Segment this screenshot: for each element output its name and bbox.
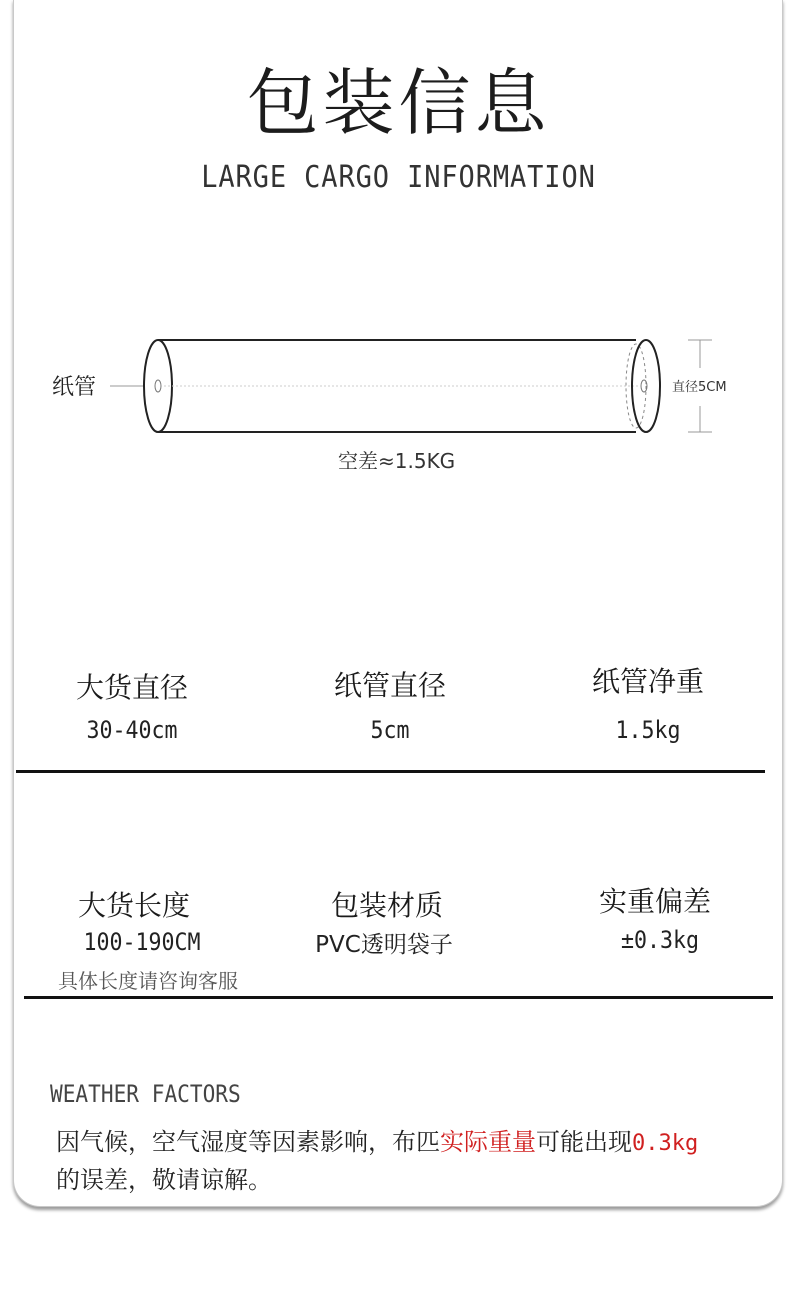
weather-factors-text (56, 1124, 736, 1198)
tube-diameter-label: 纸管直径 (333, 669, 446, 702)
weather-text-part3: 的误差，敬请谅解。 (56, 1166, 272, 1194)
page-title: 包装信息 (246, 61, 551, 145)
bulk-length-value: 100-190CM (83, 928, 201, 956)
tube-weight-label: 空差≈1.5KG (338, 449, 456, 473)
tube-left-end (144, 340, 172, 432)
tube-net-weight-value: 1.5kg (615, 716, 681, 744)
row1-divider (16, 770, 765, 773)
length-note: 具体长度请咨询客服 (58, 969, 238, 993)
weight-deviation-label: 实重偏差 (598, 885, 711, 918)
tube-net-weight-label: 纸管净重 (591, 665, 704, 698)
packaging-material-label: 包装材质 (330, 889, 443, 922)
tube-label: 纸管 (52, 375, 97, 400)
packaging-material-value: PVC透明袋子 (315, 932, 453, 958)
diameter-label: 直径5CM (672, 380, 727, 395)
paper-tube-diagram (40, 320, 760, 490)
bulk-diameter-label: 大货直径 (75, 671, 188, 704)
weight-deviation-value: ±0.3kg (620, 926, 700, 954)
weather-text-highlight: 实际重量 (440, 1128, 536, 1156)
weather-text-part1: 因气候，空气湿度等因素影响，布匹 (56, 1128, 440, 1156)
weather-text-part2: 可能出现 (536, 1128, 632, 1156)
bulk-length-label: 大货长度 (77, 889, 190, 922)
tube-diameter-value: 5cm (370, 716, 410, 744)
weather-factors-title: WEATHER FACTORS (50, 1080, 241, 1108)
weather-text-value: 0.3kg (632, 1131, 699, 1156)
bulk-diameter-value: 30-40cm (86, 716, 178, 744)
row2-divider (24, 996, 773, 999)
page-subtitle: LARGE CARGO INFORMATION (201, 160, 596, 195)
